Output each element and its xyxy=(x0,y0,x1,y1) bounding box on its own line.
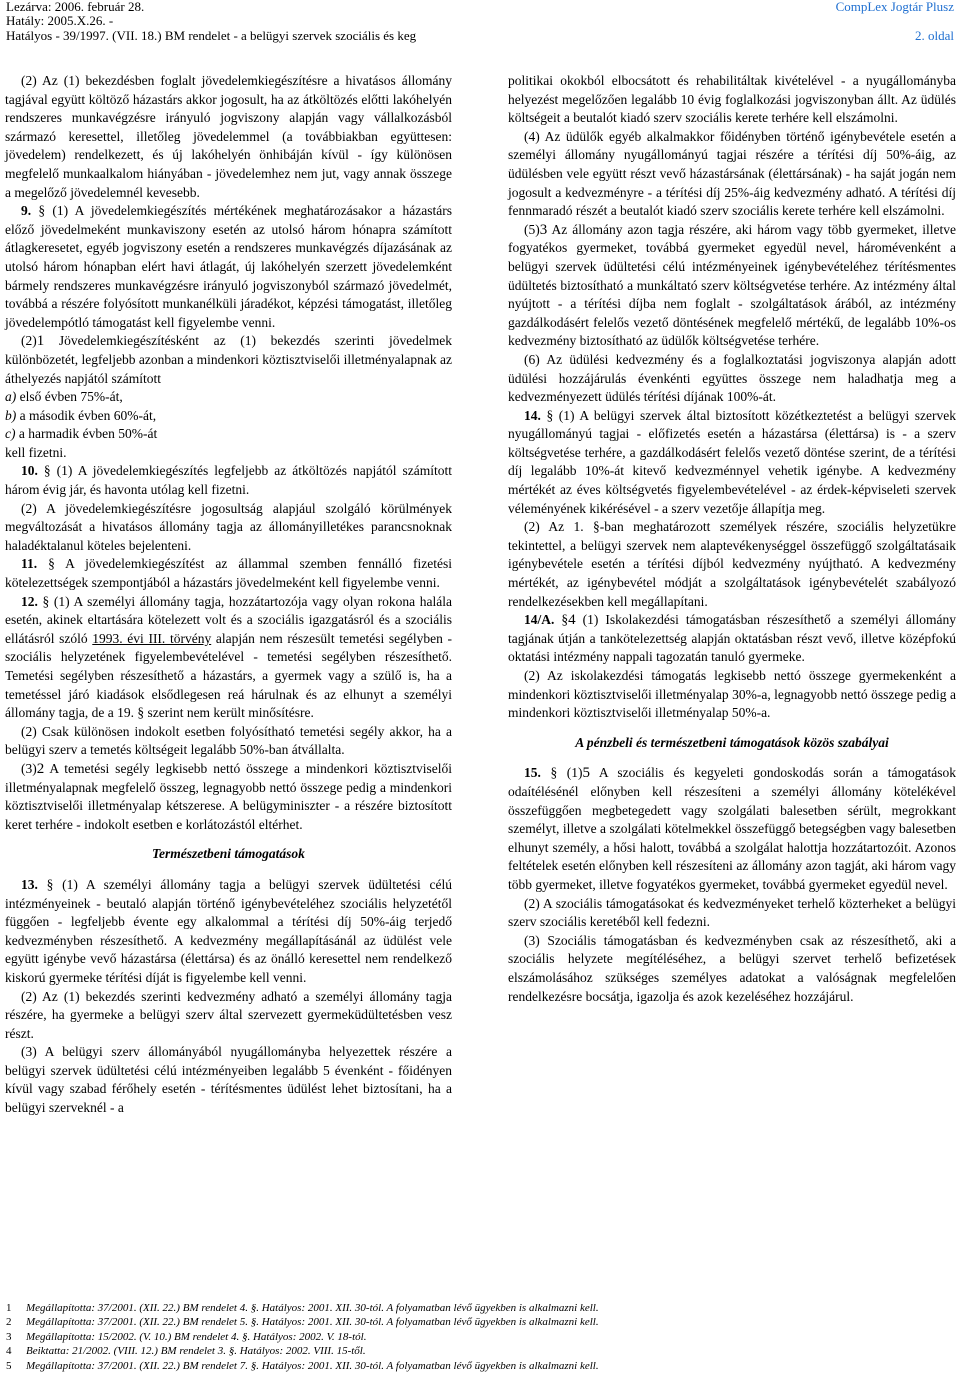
footnote: 4 Beiktatta: 21/2002. (VIII. 12.) BM rendelet 3. §. Hatályos: 2002. VIII. 15-től. xyxy=(6,1345,366,1358)
brand-name: CompLex Jogtár Plusz xyxy=(835,0,954,14)
paragraph: kell fizetni. xyxy=(5,444,67,460)
list-item: a) első évben 75%-át, xyxy=(5,389,123,405)
section-9: 9. § (1) A jövedelemkiegészítés mértékének meghatározásakor a házastárs előző jövedelmeként munkaviszony esetén az utolsó három hónapra számított átlagkeresetet, egyéb jogviszony esetén a rendszeres munkavégzés díjazásának az utolsó három hónapban elért havi átlagát, új lakóhelyén szerzett jövedelemként bármely rendszeres munkavégzésre irányuló jogviszonyból származó jövedelmét, továbbá a részére folyósított munkanélküli járadékot, képzési támogatást, illetőleg jövedelempótló támogatást kell figyelembe venni. xyxy=(5,203,452,330)
footnote: 1 Megállapította: 37/2001. (XII. 22.) BM rendelet 4. §. Hatályos: 2001. XII. 30-tól. A folyamatban lévő ügyekben is alkalmazni kell. xyxy=(6,1302,599,1314)
left-column xyxy=(5,72,452,1118)
section-12: 12. § (1) A személyi állomány tagja, hozzátartozója vagy olyan rokona halála esetén, akinek eltartására kötelezett volt és a szociális igazgatásról és a szociális ellátásról szóló 1993. évi III. törvény alapján nem részesült temetési segélyben - szociális helyzetének figyelembevételével - temetési segélyben részesíthető. Temetési segélyben részesíthető a házastárs, a gyermek vagy a szülő is, ha a temetéssel járó kiadások elsődlegesen reá hárulnak és az elhunyt a személyi állomány tagja, de a 19. § szerint nem került minősítésre. xyxy=(5,593,452,721)
right-column xyxy=(508,72,956,1006)
section-number: 14/A. xyxy=(524,612,555,628)
header-row-3 xyxy=(6,29,954,43)
section-number: 10. xyxy=(21,463,38,479)
paragraph: (2) Az iskolakezdési támogatás legkisebb nettó összege gyermekenként a mindenkori köztisztviselői illetményalap 30%-a, legnagyobb nettó összege pedig a mindenkori köztisztviselői illetményalap 50%-a. xyxy=(508,668,956,721)
section-14a: 14/A. §4 (1) Iskolakezdési támogatásban részesíthető a személyi állomány tagjának útján a tankötelezettség alapján oktatásban részt vevő, illetve középfokú oktatási intézmény nappali tagozatán tanuló gyermeke. xyxy=(508,612,956,665)
paragraph: politikai okokból elbocsátott és rehabilitáltak kivételével - a nyugállományba helyezést megelőzően legalább 10 évig foglalkozási jogviszonyban állt. Az üdülés költségeit a beutalót kiadó szerv szociális kerete terhére kell elszámolni. xyxy=(508,73,956,126)
paragraph: (2) Az (1) bekezdés szerinti kedvezmény adható a személyi állomány tagja részére, ha gyermeke a belügyi szerv által szervezett gyermeküdültetésben vesz részt. xyxy=(5,988,452,1041)
paragraph: (3) A belügyi szerv állományából nyugállományba helyezettek részére a belügyi szervek üdültetési célú intézményeiben legalább 5 évenként - főidényen kívül vagy szabad férőhely esetén - térítésmentes üdülést lehet biztosítani, ha a belügyi szerveknél - a xyxy=(5,1044,452,1116)
footnotes xyxy=(6,1301,956,1373)
page-header xyxy=(6,0,954,43)
document-title: Hatályos - 39/1997. (VII. 18.) BM rendelet - a belügyi szervek szociális és keg xyxy=(6,27,417,43)
section-10: 10. § (1) A jövedelemkiegészítés legfeljebb az átköltözés napjától számított három évig jár, és havonta utólag kell fizetni. xyxy=(5,463,452,498)
section-number: 9. xyxy=(21,203,32,219)
paragraph: (2) Csak különösen indokolt esetben folyósítható temetési segély akkor, ha a belügyi szerv a temetés költségeit legalább 50%-ban átvállalta. xyxy=(5,723,452,758)
list-item: b) a második évben 60%-át, xyxy=(5,407,157,423)
effective-date: Hatály: 2005.X.26. - xyxy=(6,13,114,29)
page-number: 2. oldal xyxy=(915,27,954,43)
footnote: 3 Megállapította: 15/2002. (V. 10.) BM rendelet 4. §. Hatályos: 2002. V. 18-tól. xyxy=(6,1330,367,1343)
section-number: 11. xyxy=(21,556,38,572)
section-heading: Természetbeni támogatások xyxy=(152,846,305,862)
section-heading: A pénzbeli és természetbeni támogatások közös szabályai xyxy=(575,734,889,750)
section-number: 14. xyxy=(524,407,541,423)
section-number: 15. xyxy=(524,765,541,781)
law-link[interactable]: 1993. évi III. törvény xyxy=(92,630,212,646)
closing-date: Lezárva: 2006. február 28. xyxy=(6,0,145,14)
header-row-2 xyxy=(6,14,954,28)
paragraph: (2) A jövedelemkiegészítésre jogosultság alapjául szolgáló körülmények megváltozását a hivatásos állomány tagja az állományilletékes parancsnoknak haladéktalanul köteles bejelenteni. xyxy=(5,500,452,553)
paragraph: (2) Az (1) bekezdésben foglalt jövedelemkiegészítésre a hivatásos állomány tagjával együtt költöző házastárs akkor jogosult, ha az átköltözés előtti lakóhelyén rendszeres munkavégzésre irányuló jogviszony alapján vagy vállalkozásból származó keresettel, illetőleg jövedelemmel (a továbbiakban együttesen: jövedelem) rendelkezett, és új lakóhelyén önhibáján kívül - így különösen megfelelő munkaalkalom hiányában - jövedelemhez nem jut, vagy annak összege a megelőző jövedelemnél kevesebb. xyxy=(5,73,452,200)
section-number: 12. xyxy=(21,593,38,609)
paragraph: (2)1 Jövedelemkiegészítésként az (1) bekezdés szerinti jövedelmek különbözetét, legfeljebb azonban a mindenkori köztisztviselői illetményalapnak az áthelyezés napjától számított xyxy=(5,333,452,386)
section-number: 13. xyxy=(21,876,38,892)
footnote-ref[interactable]: 5 xyxy=(582,765,591,782)
header-row-1 xyxy=(6,0,954,14)
footnote-ref[interactable]: 3 xyxy=(539,221,548,238)
list-item: c) a harmadik évben 50%-át xyxy=(5,426,158,442)
footnote: 2 Megállapította: 37/2001. (XII. 22.) BM rendelet 5. §. Hatályos: 2001. XII. 30-tól. A folyamatban lévő ügyekben is alkalmazni kell. xyxy=(6,1316,599,1329)
section-11: 11. § A jövedelemkiegészítést az állammal szemben fennálló fizetési kötelezettségek szempontjából a házastárs jövedelmeként kell figyelembe venni. xyxy=(5,556,452,591)
paragraph: (2) Az 1. §-ban meghatározott személyek részére, szociális helyzetükre tekintettel, a belügyi szervek nem alaptevékenységgel összefüggő szolgáltatásaik igénybevétele esetén a térítési díjból kedvezmény nyújtható. A kedvezmény mértékét, az igénybevétel módját a szolgáltatások igénybevételét szabályozó rendelkezésekben kell megállapítani. xyxy=(508,519,956,609)
paragraph: (6) Az üdülési kedvezmény és a foglalkoztatási jogviszonya alapján adott üdülési hozzájárulás évenkénti együttes összege nem haladhatja meg a kedvezményezett üdülés térítési díjának 100%-át. xyxy=(508,351,956,405)
section-13: 13. § (1) A személyi állomány tagja a belügyi szervek üdültetési célú intézményeinek - beutaló alapján történő igénybevételéhez szociális helyzetétől függően - legfeljebb évente egy alkalommal a térítési díj 50%-áig terjedő kedvezményben részesíthető. A kedvezmény megállapításánál az üdülést vele együtt igénybe vevő házastársa (élettársa) és az önálló keresettel nem rendelkező kiskorú gyermeke térítési díját is figyelembe kell venni. xyxy=(5,876,452,985)
paragraph: (3) Szociális támogatásban és kedvezményben csak az részesíthető, aki a szociális helyzete megítéléséhez, a belügyi szervet terhelő befizetések elszámolásához szükséges személyes adatokat a valóságnak megfelelően rendelkezésre bocsátja, igazolja és azok kezeléséhez hozzájárul. xyxy=(508,932,956,1004)
footnote-ref[interactable]: 1 xyxy=(36,333,45,350)
paragraph: (3)2 A temetési segély legkisebb nettó összege a mindenkori köztisztviselői illetményalapnak megfelelő összeg, legnagyobb nettó összege pedig a mindenkori köztisztviselői illetményalap kétszerese. A belügyminiszter - a részére biztosított keret terhére - indokolt esetben e korlátozástól eltérhet. xyxy=(5,760,452,832)
footnote-ref[interactable]: 2 xyxy=(36,760,45,777)
footnote: 5 Megállapította: 37/2001. (XII. 22.) BM rendelet 7. §. Hatályos: 2001. XII. 30-tól. A folyamatban lévő ügyekben is alkalmazni kell. xyxy=(6,1359,599,1372)
section-14: 14. § (1) A belügyi szervek által biztosított közétkeztetést a belügyi szervek nyugállományú tagjai - előfizetés esetén a házastársa (élettársa) is - a szerv költségvetése terhére, a gazdálkodásért felelős vezető döntése szerint, de a térítési díj legalább 10%-át kitevő kedvezménnyel vehetik igénybe. A kedvezmény mértékét az éves költségvetés figyelembevételével - az érdek-képviseleti szervek véleményének kikérésével - a szerv vezetője állapítja meg. xyxy=(508,407,956,516)
paragraph: (5)3 Az állomány azon tagja részére, aki három vagy több gyermeket, illetve fogyatékos gyermeket, továbbá gyermeket egyedül nevel, háromévenként a belügyi szervek üdültetési célú intézményeinek igénybevételéhez térítésmentes üdültetés biztosítható a munkáltató szerv költségvetése terhére. Az intézmény által nyújtott - a térítési díjba nem foglalt - szolgáltatások árából, az intézmény gazdálkodásért felelős vezető döntésének megfelelő mértékű, de legalább 10%-os kedvezmény biztosítható az üdülők költségvetése terhére. xyxy=(508,221,956,349)
paragraph: (2) A szociális támogatásokat és kedvezményeket terhelő közterheket a belügyi szerv szociális keretéből kell fedezni. xyxy=(508,895,956,930)
section-15: 15. § (1)5 A szociális és kegyeleti gondoskodás során a támogatások odaítélésénél előnyben kell részesíteni a személyi állomány kötelékével összefüggően megbetegedett vagy szolgálati balesetben sérült, megrokkant személyt, illetve a szolgálati kötelmekkel összefüggő betegségben vagy balesetben elhunyt személy, a hősi halott, továbbá a szolgálat halottja hozzátartozóit. Azonos feltételek esetén előnyben kell részesíteni az állomány azon tagját, aki három vagy több gyermeket, illetve fogyatékos gyermeket, továbbá gyermeket egyedül nevel. xyxy=(508,765,956,892)
paragraph: (4) Az üdülők egyéb alkalmakkor főidényben történő igénybevétele esetén a személyi állomány nyugállományú tagjai részére a térítési díj 50%-áig, az üdülésben vele együtt részt vevő házastársának (élettársának) - ha saját jogán nem jogosult a kedvezményre - a térítési díj 25%-áig kedvezmény adható. A térítési díj fennmaradó részét a beutalót kiadó szerv szociális kerete terhére kell elszámolni. xyxy=(508,128,956,219)
footnote-ref[interactable]: 4 xyxy=(568,612,576,629)
